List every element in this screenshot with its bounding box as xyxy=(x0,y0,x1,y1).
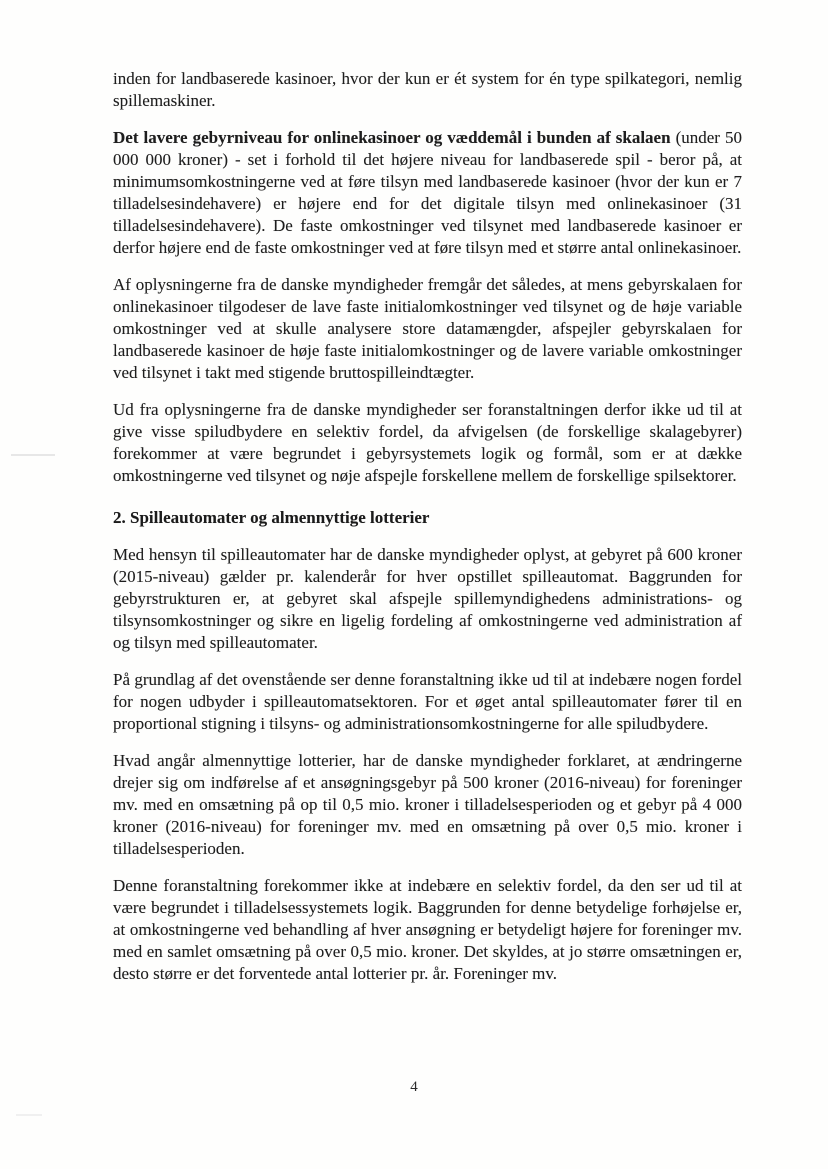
body-text: inden for landbaserede kasinoer, hvor der kun er ét system for én type spilkategori, nemlig spillemaskiner. xyxy=(113,69,742,110)
body-text: Af oplysningerne fra de danske myndigheder fremgår det således, at mens gebyrskalaen for onlinekasinoer tilgodeser de lave faste initialomkostninger ved tilsynet og de høje variable omkostninger ved at skulle analysere store datamængder, afspejler gebyrskalaen for landbaserede kasinoer de høje faste initialomkostninger og de lavere variable omkostninger ved tilsynet i takt med stigende bruttospilleindtægter. xyxy=(113,275,742,382)
scan-artifact xyxy=(11,454,55,456)
page-number: 4 xyxy=(410,1079,418,1095)
paragraph xyxy=(113,68,742,112)
body-text: På grundlag af det ovenstående ser denne foranstaltning ikke ud til at indebære nogen fordel for nogen udbyder i spilleautomatsektoren. For et øget antal spilleautomater fører til en proportional stigning i tilsyns- og administrationsomkostningerne for alle spiludbydere. xyxy=(113,670,742,733)
body-text: Ud fra oplysningerne fra de danske myndigheder ser foranstaltningen derfor ikke ud til at give visse spiludbydere en selektiv fordel, da afvigelsen (de forskellige skalagebyrer) forekommer at være begrundet i gebyrsystemets logik og formål, som er at dække omkostningerne ved tilsynet og nøje afspejle forskellene mellem de forskellige spilsektorer. xyxy=(113,400,742,485)
paragraph xyxy=(113,875,742,985)
bold-text: 2. Spilleautomater og almennyttige lotterier xyxy=(113,508,430,527)
body-text: Hvad angår almennyttige lotterier, har de danske myndigheder forklaret, at ændringerne drejer sig om indførelse af et ansøgningsgebyr på 500 kroner (2016-niveau) for foreninger mv. med en omsætning på op til 0,5 mio. kroner i tilladelsesperioden og et gebyr på 4 000 kroner (2016-niveau) for foreninger mv. med en omsætning på over 0,5 mio. kroner i tilladelsesperioden. xyxy=(113,751,742,858)
scan-artifact xyxy=(16,1114,42,1116)
body-text: (under 50 000 000 kroner) - set i forhold til det højere niveau for landbaserede spil - beror på, at minimumsomkostningerne ved at føre tilsyn med landbaserede kasinoer (hvor der kun er 7 tilladelsesindehavere) er højere end for det digitale tilsyn med onlinekasinoer (31 tilladelsesindehavere). De faste omkostninger ved tilsynet med landbaserede kasinoer er derfor højere end de faste omkostninger ved at føre tilsyn med et større antal onlinekasinoer. xyxy=(113,128,743,257)
paragraph xyxy=(113,274,742,384)
document-body xyxy=(113,68,742,1000)
section-heading xyxy=(113,507,742,529)
paragraph xyxy=(113,127,742,259)
paragraph xyxy=(113,399,742,487)
paragraph xyxy=(113,544,742,654)
body-text: Med hensyn til spilleautomater har de danske myndigheder oplyst, at gebyret på 600 kroner (2015-niveau) gælder pr. kalenderår for hver opstillet spilleautomat. Baggrunden for gebyrstrukturen er, at gebyret skal afspejle spillemyndighedens administrations- og tilsynsomkostninger og sikre en ligelig fordeling af omkostningerne ved administration af og tilsyn med spilleautomater. xyxy=(113,545,742,652)
paragraph xyxy=(113,669,742,735)
body-text: Denne foranstaltning forekommer ikke at indebære en selektiv fordel, da den ser ud til at være begrundet i tilladelsessystemets logik. Baggrunden for denne betydelige forhøjelse er, at omkostningerne ved behandling af hver ansøgning er betydeligt højere for foreninger mv. med en samlet omsætning på over 0,5 mio. kroner. Det skyldes, at jo større omsætningen er, desto større er det forventede antal lotterier pr. år. Foreninger mv. xyxy=(113,876,742,983)
page-footer xyxy=(0,1078,828,1096)
paragraph xyxy=(113,750,742,860)
bold-text: Det lavere gebyrniveau for onlinekasinoer og væddemål i bunden af skalaen xyxy=(113,128,671,147)
